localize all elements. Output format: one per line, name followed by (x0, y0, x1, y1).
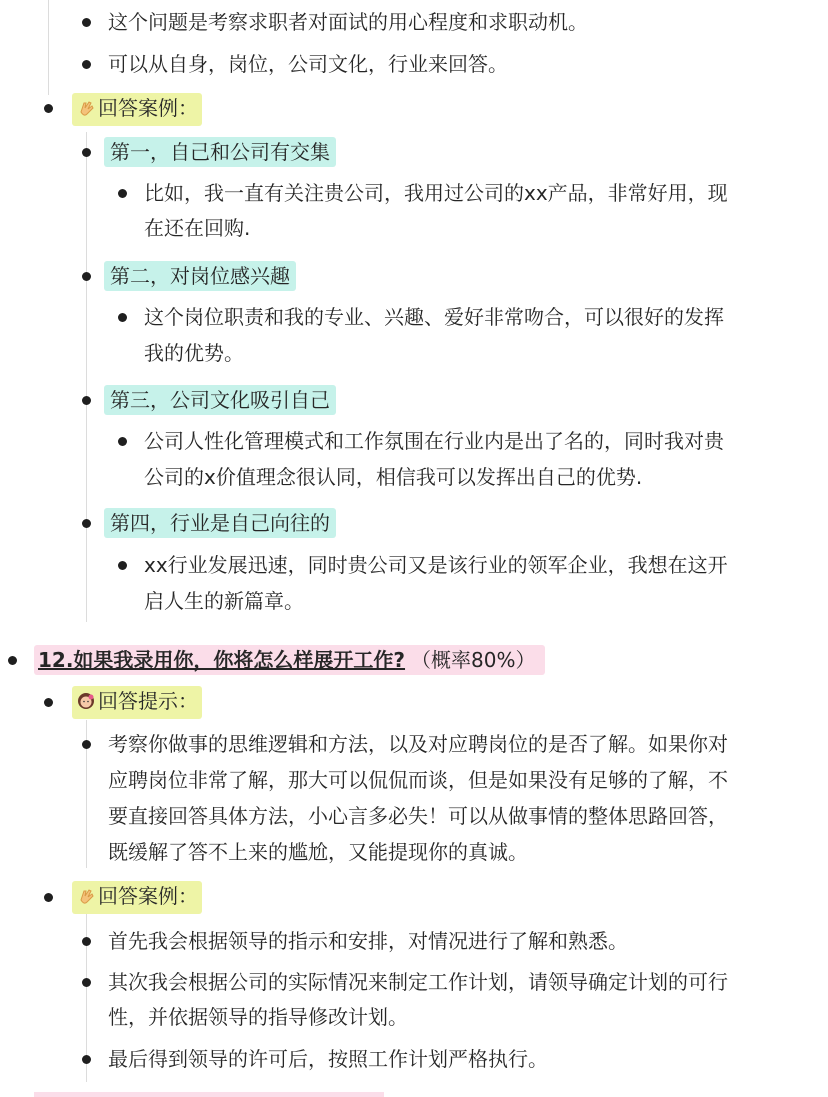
example-item-title: 第一，自己和公司有交集 (104, 137, 336, 167)
hint-text: 既缓解了答不上来的尴尬，又能提现你的真诚。 (108, 840, 528, 864)
example-item-title: 第二，对岗位感兴趣 (104, 261, 296, 291)
answer-hint-label: 回答提示： (98, 689, 198, 713)
example-item-title: 第四，行业是自己向往的 (104, 508, 336, 538)
hint-text: 考察你做事的思维逻辑和方法，以及对应聘岗位的是否了解。如果你对 (108, 732, 728, 756)
bullet (118, 313, 127, 322)
clapping-hands-icon (76, 96, 96, 126)
hint-text: 应聘岗位非常了解，那大可以侃侃而谈，但是如果没有足够的了解，不 (108, 768, 728, 792)
bullet (118, 189, 127, 198)
example-item-text: xx行业发展迅速，同时贵公司又是该行业的领军企业，我想在这开 (144, 553, 728, 577)
answer-hint-heading (72, 686, 202, 719)
bullet (82, 148, 91, 157)
bullet (82, 18, 91, 27)
example-item-text: 我的优势。 (144, 341, 244, 365)
bullet (82, 396, 91, 405)
example-text: 性，并依据领导的指导修改计划。 (108, 1005, 408, 1029)
bullet (8, 656, 17, 665)
example-item-text: 公司人性化管理模式和工作氛围在行业内是出了名的，同时我对贵 (144, 429, 724, 453)
example-text: 最后得到领导的许可后，按照工作计划严格执行。 (108, 1047, 548, 1071)
woman-face-icon (76, 689, 96, 719)
answer-example-label: 回答案例： (98, 96, 198, 120)
bullet (44, 893, 53, 902)
next-question-highlight (34, 1092, 384, 1097)
list-item: 这个问题是考察求职者对面试的用心程度和求职动机。 (108, 10, 588, 34)
bullet (82, 519, 91, 528)
hint-text: 要直接回答具体方法，小心言多必失！可以从做事情的整体思路回答， (108, 804, 728, 828)
list-item: 可以从自身，岗位，公司文化，行业来回答。 (108, 52, 508, 76)
answer-example-label: 回答案例： (98, 884, 198, 908)
indent-guide (86, 132, 87, 622)
answer-example-heading (72, 93, 202, 126)
example-item-title: 第三，公司文化吸引自己 (104, 385, 336, 415)
bullet (82, 740, 91, 749)
bullet (44, 698, 53, 707)
answer-example-heading (72, 881, 202, 914)
bullet (82, 60, 91, 69)
bullet (82, 1055, 91, 1064)
bullet (82, 978, 91, 987)
example-item-text: 比如，我一直有关注贵公司，我用过公司的xx产品，非常好用，现 (144, 181, 728, 205)
example-item-text: 公司的x价值理念很认同，相信我可以发挥出自己的优势. (144, 465, 643, 489)
bullet (44, 104, 53, 113)
example-text: 首先我会根据领导的指示和安排，对情况进行了解和熟悉。 (108, 929, 628, 953)
example-item-text: 这个岗位职责和我的专业、兴趣、爱好非常吻合，可以很好的发挥 (144, 305, 724, 329)
question-probability: （概率80%） (411, 648, 536, 672)
example-item-text: 启人生的新篇章。 (144, 589, 304, 613)
indent-guide (48, 0, 49, 95)
example-text: 其次我会根据公司的实际情况来制定工作计划，请领导确定计划的可行 (108, 970, 728, 994)
question-title-row (34, 645, 545, 675)
example-item-text: 在还在回购. (144, 216, 251, 240)
bullet (82, 272, 91, 281)
bullet (82, 937, 91, 946)
clapping-hands-icon (76, 884, 96, 914)
bullet (118, 561, 127, 570)
bullet (118, 437, 127, 446)
question-title: 12.如果我录用你，你将怎么样展开工作? (38, 648, 406, 672)
